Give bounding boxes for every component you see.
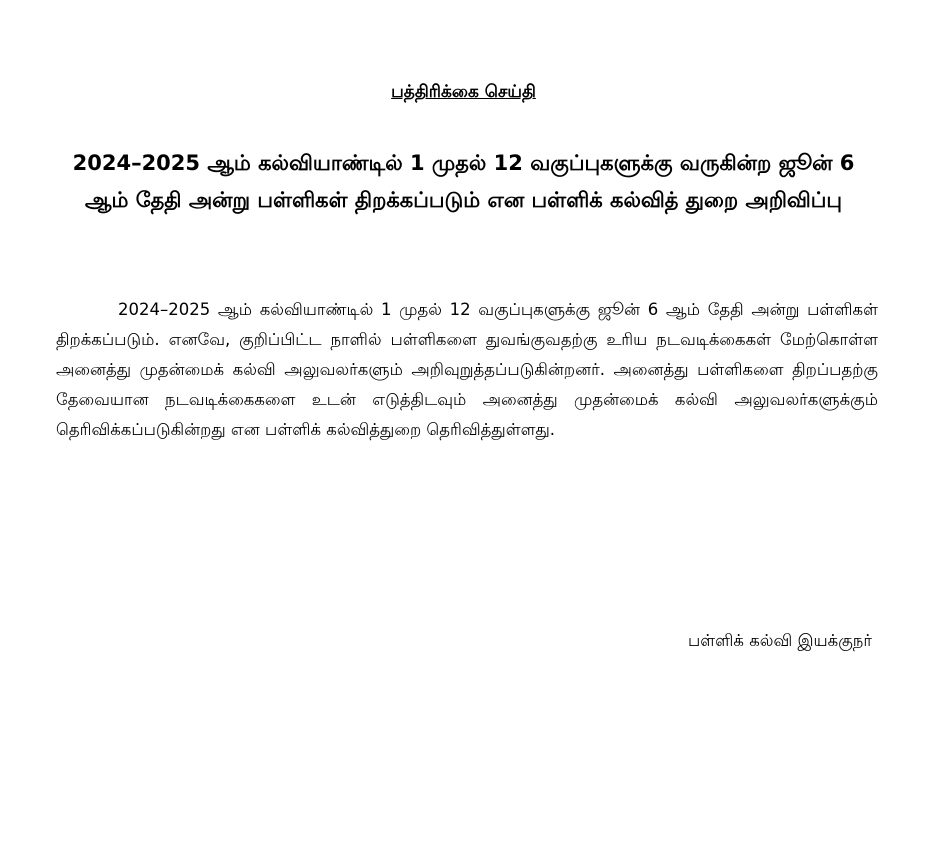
announcement-body: 2024–2025 ஆம் கல்வியாண்டில் 1 முதல் 12 வகுப்புகளுக்கு ஜூன் 6 ஆம் தேதி அன்று பள்ளிகள் திறக்கப்படும். எனவே, குறிப்பிட்ட நாளில் பள்ளிகளை துவங்குவதற்கு உரிய நடவடிக்கைகள் மேற்கொள்ள அனைத்து முதன்மைக் கல்வி அலுவலர்களும் அறிவுறுத்தப்படுகின்றனர். அனைத்து பள்ளிகளை திறப்பதற்கு தேவையான நடவடிக்கைகளை உடன் எடுத்திடவும் அனைத்து முதன்மைக் கல்வி அலுவலர்களுக்கும் தெரிவிக்கப்படுகின்றது என பள்ளிக் கல்வித்துறை தெரிவித்துள்ளது. <box>56 300 878 439</box>
press-release-heading: பத்திரிக்கை செய்தி <box>391 82 536 102</box>
signature-designation: பள்ளிக் கல்வி இயக்குநர் <box>688 631 872 650</box>
announcement-title: 2024–2025 ஆம் கல்வியாண்டில் 1 முதல் 12 வகுப்புகளுக்கு வருகின்ற ஜூன் 6 ஆம் தேதி அன்று பள்ளிகள் திறக்கப்படும் என பள்ளிக் கல்வித் துறை அறிவிப்பு <box>72 151 855 212</box>
